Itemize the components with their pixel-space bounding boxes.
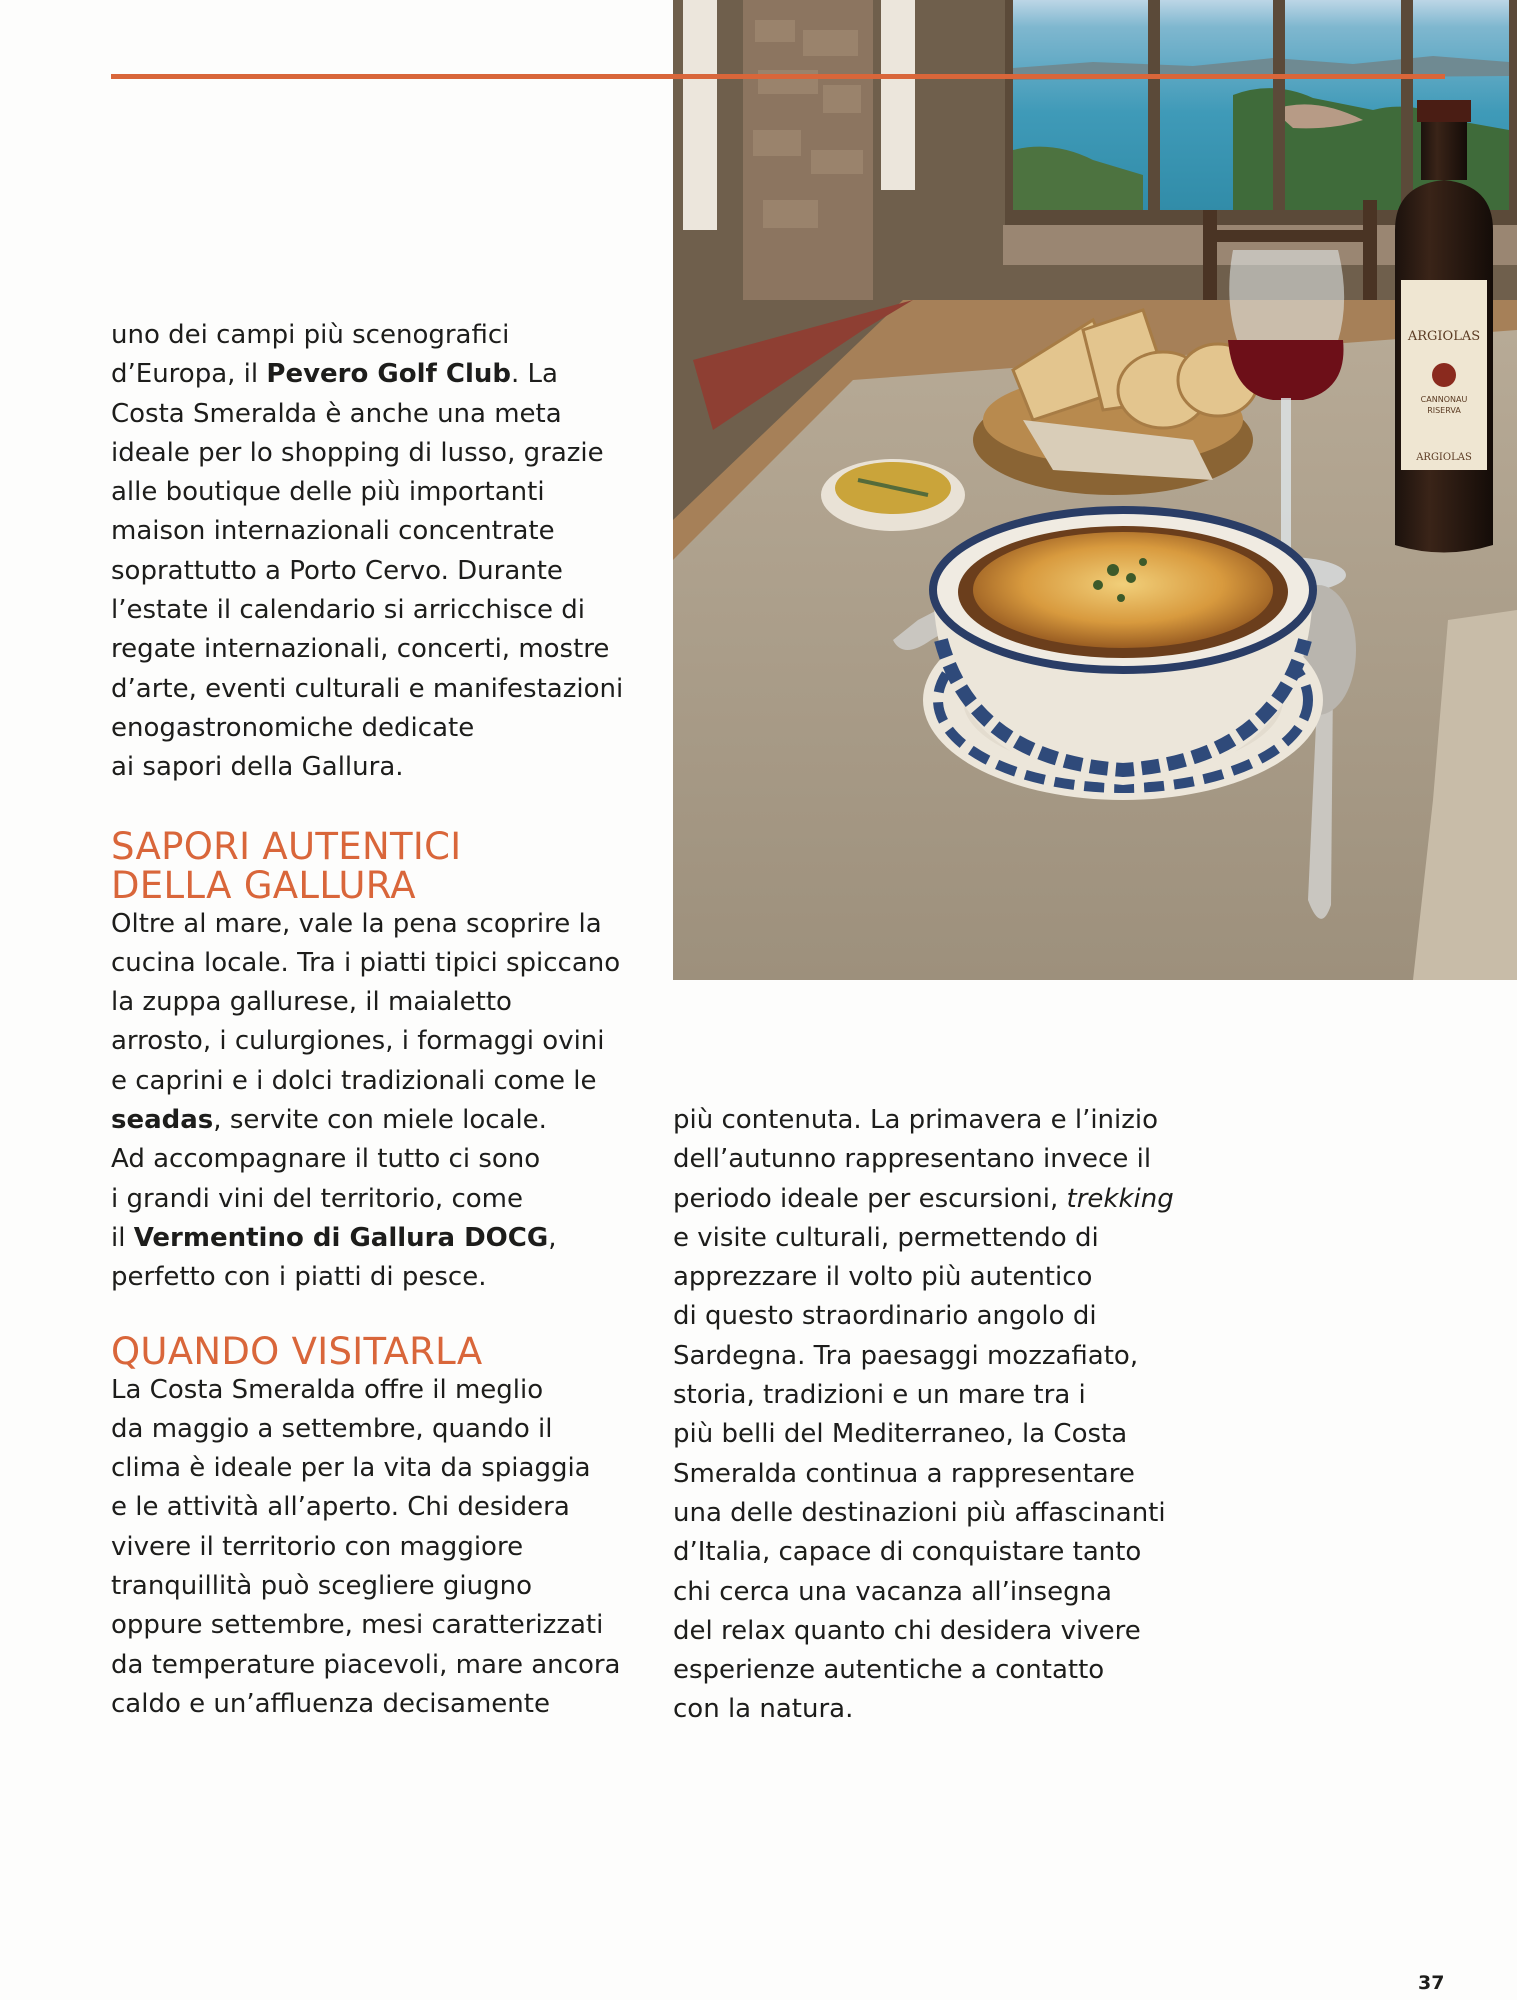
food-photo <box>673 0 1517 980</box>
wine-label-name-2: RISERVA <box>1427 406 1461 415</box>
wine-label-brand: ARGIOLAS <box>1407 329 1481 344</box>
wine-label-name-1: CANNONAU <box>1420 395 1468 404</box>
left-column <box>111 316 651 1724</box>
right-paragraph: più contenuta. La primavera e l’inizio dell’autunno rappresentano invece il periodo ideale per escursioni, trekking e visite culturali, permettendo di apprezzare il volto più autentico di questo straordinario angolo di Sardegna. Tra paesaggi mozzafiato, storia, tradizioni e un mare tra i più belli del Mediterraneo, la Costa Smeralda continua a rappresentare una delle destinazioni più affascinanti d’Italia, capace di conquistare tanto chi cerca una vacanza all’insegna del relax quanto chi desidera vivere esperienze autentiche a contatto con la natura. <box>673 1105 1174 1725</box>
wine-label-brand-bottom: ARGIOLAS <box>1416 452 1472 463</box>
quando-paragraph: La Costa Smeralda offre il meglio da maggio a settembre, quando il clima è ideale per la vita da spiaggia e le attività all’aperto. Chi desidera vivere il territorio con maggiore tranquillità può scegliere giugno oppure settembre, mesi caratterizzati da temperature piacevoli, mare ancora caldo e un’affluenza decisamente <box>111 1374 621 1719</box>
seadas: seadas <box>111 1105 214 1136</box>
sapori-paragraph: Oltre al mare, vale la pena scoprire la cucina locale. Tra i piatti tipici spiccano la zuppa gallurese, il maialetto arrosto, i culurgiones, i formaggi ovini e caprini e i dolci tradizionali come le seadas, servite con miele locale. Ad accompagnare il tutto ci sono i grandi vini del territorio, come il Vermentino di Gallura DOCG, perfetto con i piatti di pesce. <box>111 908 621 1293</box>
heading-quando-visitarla: QUANDO VISITARLA <box>111 1329 483 1373</box>
page-number: 37 <box>1418 1972 1445 1994</box>
accent-rule <box>111 74 1445 79</box>
right-column <box>673 1101 1213 1730</box>
vermentino-di-gallura: Vermentino di Gallura DOCG <box>133 1222 549 1253</box>
pevero-golf-club: Pevero Golf Club <box>266 359 511 390</box>
heading-sapori-autentici: SAPORI AUTENTICI DELLA GALLURA <box>111 824 462 907</box>
trekking: trekking <box>1066 1183 1174 1214</box>
intro-paragraph: uno dei campi più scenografici d’Europa, il Pevero Golf Club. La Costa Smeralda è anche una meta ideale per lo shopping di lusso, grazie alle boutique delle più importanti maison internazionali concentrate soprattutto a Porto Cervo. Durante l’estate il calendario si arricchisce di regate internazionali, concerti, mostre d’arte, eventi culturali e manifestazioni enogastronomiche dedicate ai sapori della Gallura. <box>111 320 624 783</box>
